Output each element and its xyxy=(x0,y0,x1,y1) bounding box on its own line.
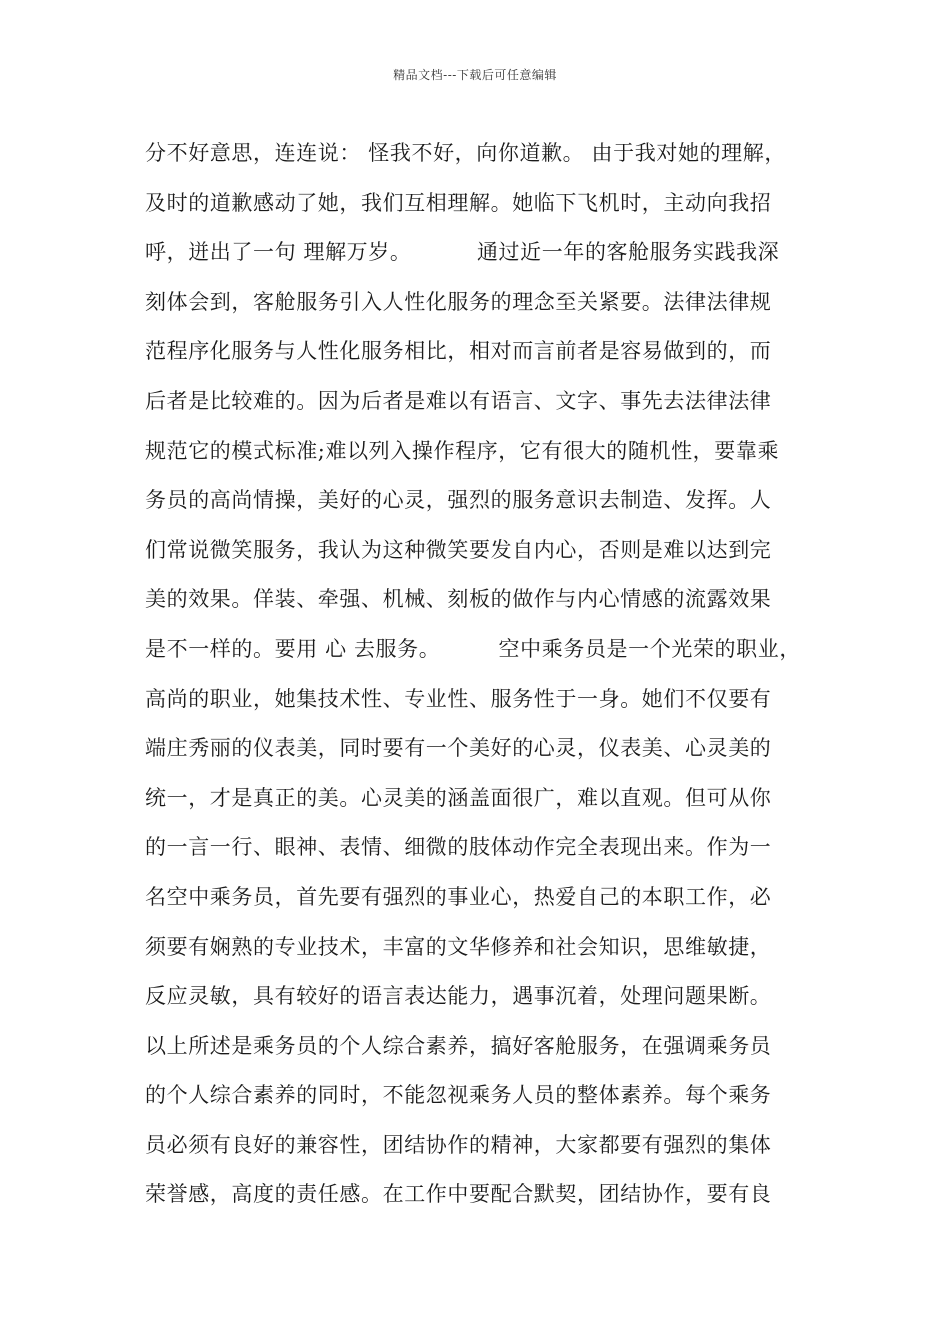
text-line: 规范它的模式标准;难以列入操作程序，它有很大的随机性，要靠乘 xyxy=(145,438,780,463)
text-line: 反应灵敏，具有较好的语言表达能力，遇事沉着，处理问题果断。 xyxy=(145,984,772,1009)
text-line: 统一，才是真正的美。心灵美的涵盖面很广，难以直观。但可从你 xyxy=(145,785,772,810)
text-line: 名空中乘务员，首先要有强烈的事业心，热爱自己的本职工作，必 xyxy=(145,884,772,909)
text-line: 高尚的职业，她集技术性、专业性、服务性于一身。她们不仅要有 xyxy=(145,686,772,711)
text-line: 端庄秀丽的仪表美，同时要有一个美好的心灵，仪表美、心灵美的 xyxy=(145,736,772,761)
text-line: 后者是比较难的。因为后者是难以有语言、文字、事先去法律法律 xyxy=(145,388,772,413)
text-line: 是不一样的。要用 心 去服务。 空中乘务员是一个光荣的职业， xyxy=(145,636,801,661)
text-line: 刻体会到，客舱服务引入人性化服务的理念至关紧要。法律法律规 xyxy=(145,289,772,314)
text-line: 分不好意思，连连说： 怪我不好，向你道歉。 由于我对她的理解， xyxy=(145,141,786,165)
text-line: 务员的高尚情操，美好的心灵，强烈的服务意识去制造、发挥。人 xyxy=(145,488,772,513)
text-line: 须要有娴熟的专业技术，丰富的文华修养和社会知识，思维敏捷， xyxy=(145,934,772,959)
text-line: 员必须有良好的兼容性，团结协作的精神，大家都要有强烈的集体 xyxy=(145,1132,772,1157)
text-line: 荣誉感，高度的责任感。在工作中要配合默契，团结协作，要有良 xyxy=(145,1182,772,1207)
text-line: 的个人综合素养的同时，不能忽视乘务人员的整体素养。每个乘务 xyxy=(145,1083,772,1108)
text-line: 呼，迸出了一句 理解万岁。 通过近一年的客舱服务实践我深 xyxy=(145,240,780,265)
text-line: 的一言一行、眼神、表情、细微的肢体动作完全表现出来。作为一 xyxy=(145,835,772,860)
text-line: 以上所述是乘务员的个人综合素养，搞好客舱服务，在强调乘务员 xyxy=(145,1033,772,1058)
page-header: 精品文档---下载后可任意编辑 xyxy=(393,68,557,82)
text-line: 美的效果。佯装、牵强、机械、刻板的做作与内心情感的流露效果 xyxy=(145,587,772,612)
text-line: 们常说微笑服务，我认为这种微笑要发自内心，否则是难以达到完 xyxy=(145,537,772,562)
text-line: 及时的道歉感动了她，我们互相理解。她临下飞机时，主动向我招 xyxy=(145,190,772,215)
body-text xyxy=(145,129,825,1220)
text-line: 范程序化服务与人性化服务相比，相对而言前者是容易做到的，而 xyxy=(145,339,772,364)
